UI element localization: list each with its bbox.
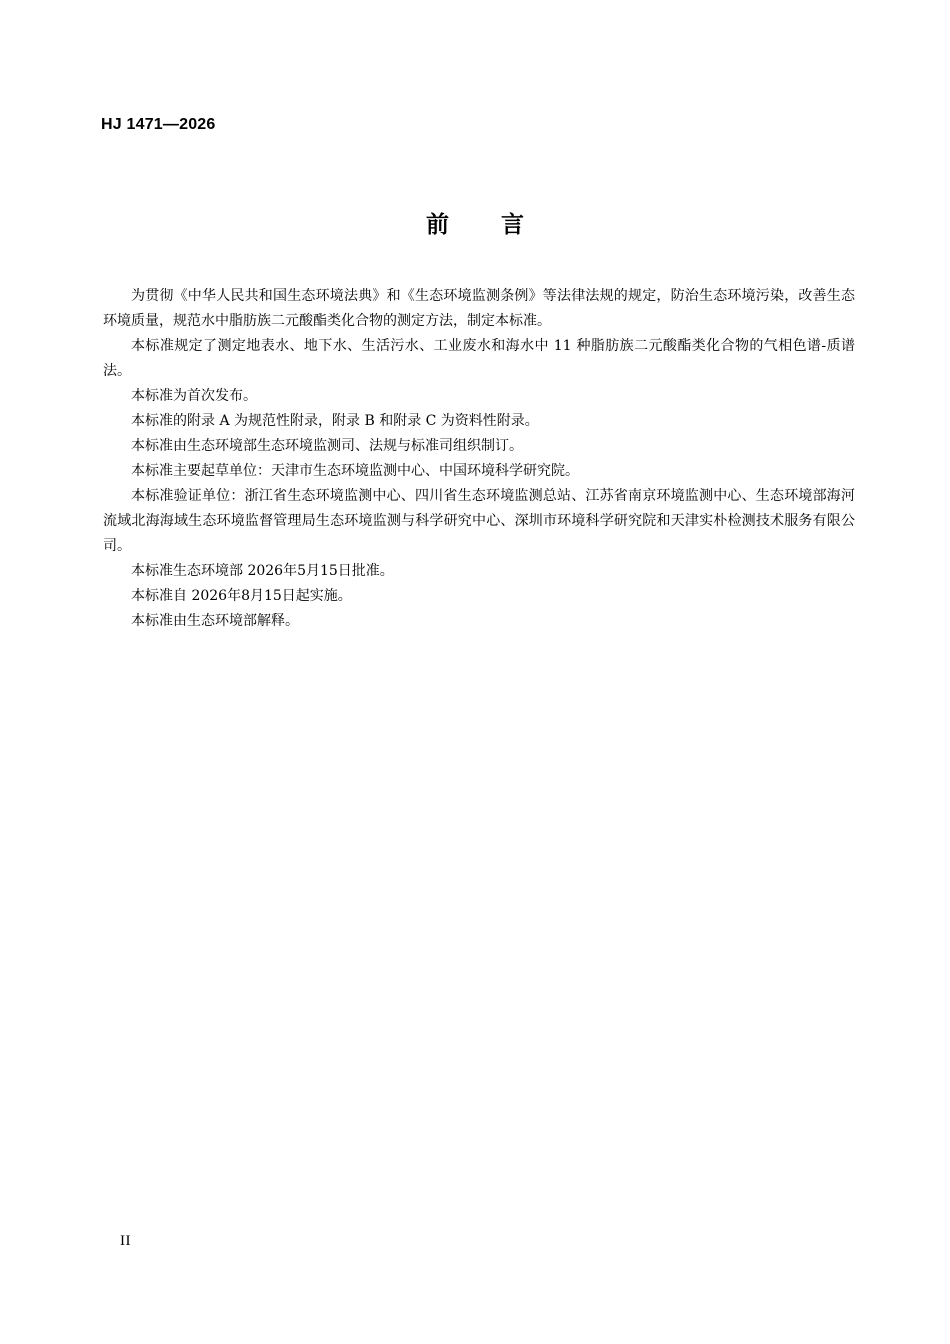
paragraph-interpretation: 本标准由生态环境部解释。 <box>131 613 299 629</box>
paragraph-approval-date: 本标准生态环境部 2026年5月15日批准。 <box>131 563 394 579</box>
title-char-2: 言 <box>501 212 524 238</box>
paragraph-first-release: 本标准为首次发布。 <box>131 388 257 404</box>
paragraph-organizer: 本标准由生态环境部生态环境监测司、法规与标准司组织制订。 <box>131 438 523 454</box>
paragraph-appendices: 本标准的附录 A 为规范性附录，附录 B 和附录 C 为资料性附录。 <box>131 413 539 429</box>
paragraph-purpose: 为贯彻《中华人民共和国生态环境法典》和《生态环境监测条例》等法律法规的规定，防治生态环境污染，改善生态环境质量，规范水中脂肪族二元酸酯类化合物的测定方法，制定本标准。 <box>103 288 855 329</box>
page-title <box>0 206 950 239</box>
paragraph-verification-units: 本标准验证单位：浙江省生态环境监测中心、四川省生态环境监测总站、江苏省南京环境监测中心、生态环境部海河流域北海海域生态环境监督管理局生态环境监测与科学研究中心、深圳市环境科学研究院和天津实朴检测技术服务有限公司。 <box>103 488 855 554</box>
title-char-1: 前 <box>426 212 449 238</box>
paragraph-effective-date: 本标准自 2026年8月15日起实施。 <box>131 588 352 604</box>
foreword-body <box>103 284 855 634</box>
paragraph-drafting-units: 本标准主要起草单位：天津市生态环境监测中心、中国环境科学研究院。 <box>131 463 579 479</box>
page-number: II <box>120 1233 131 1249</box>
standard-number: HJ 1471—2026 <box>101 116 216 133</box>
paragraph-scope: 本标准规定了测定地表水、地下水、生活污水、工业废水和海水中 11 种脂肪族二元酸酯类化合物的气相色谱-质谱法。 <box>103 338 855 379</box>
